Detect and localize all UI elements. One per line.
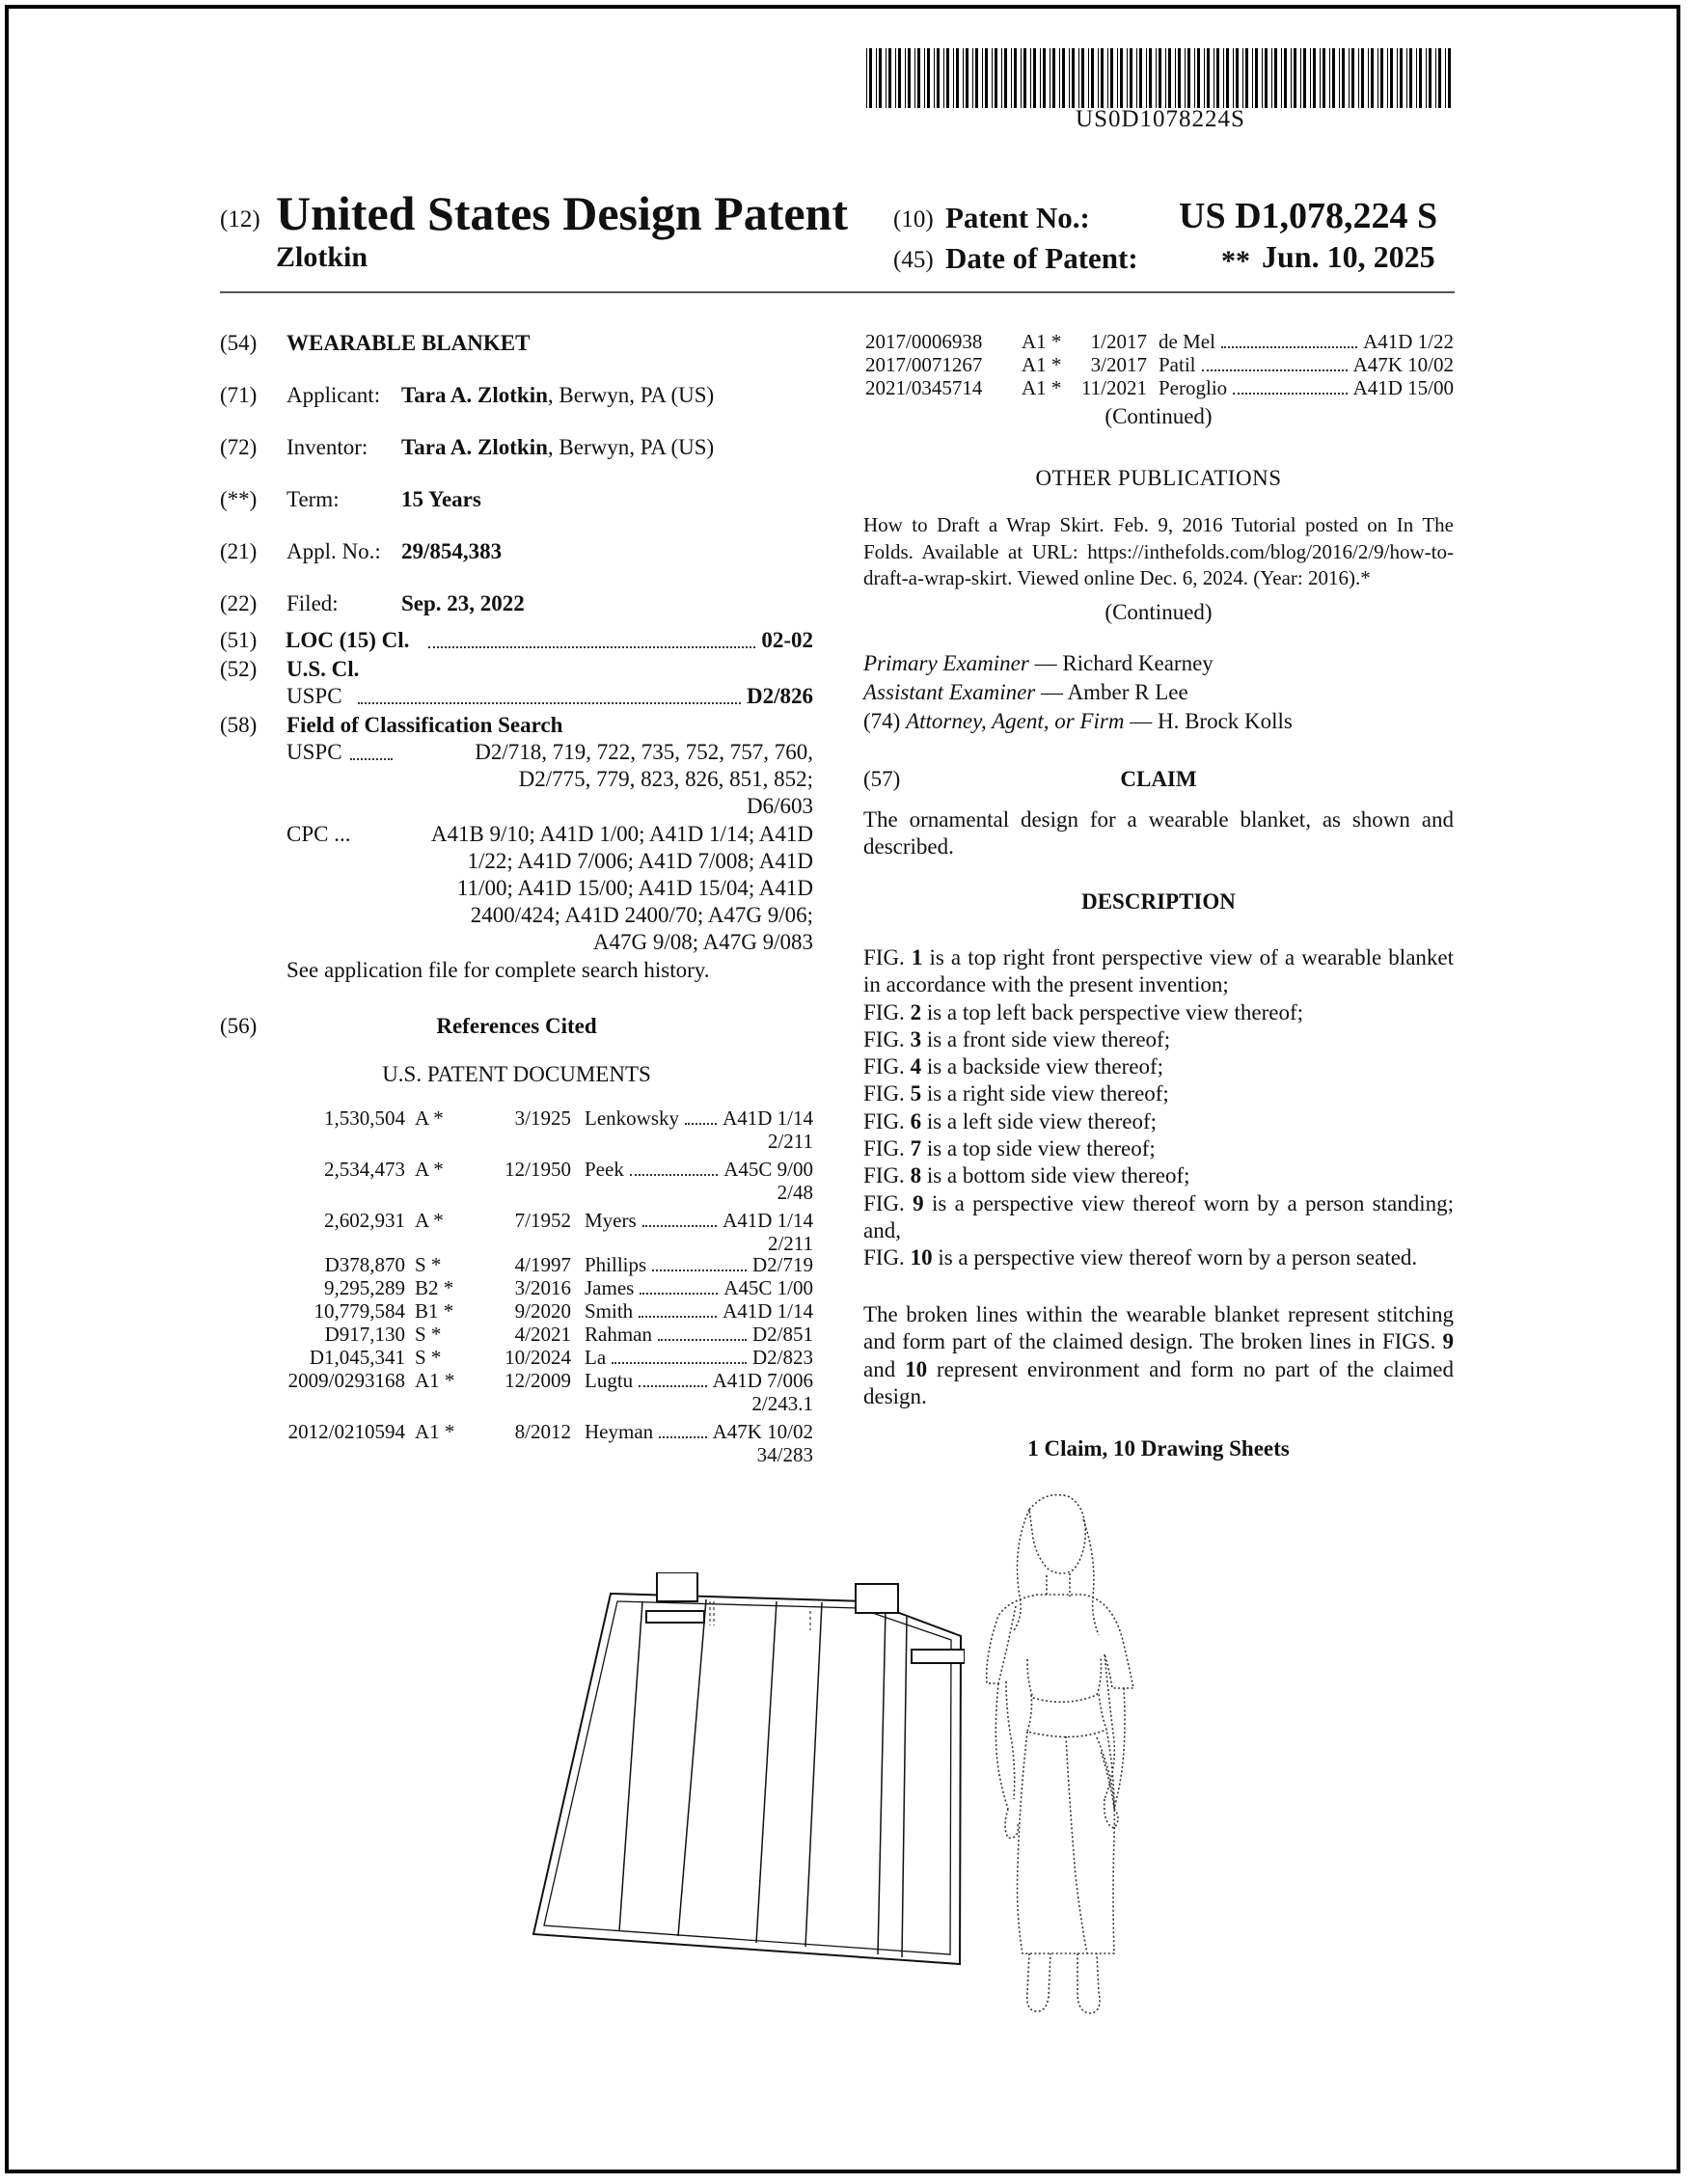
reference-row: 2009/0293168 A1 * 12/2009 Lugtu A41D 7/006 2/243.1 <box>287 1369 813 1415</box>
primary-examiner: Primary Examiner — Richard Kearney <box>863 651 1214 675</box>
patent-date: Jun. 10, 2025 <box>1262 239 1435 274</box>
us-class: D2/826 <box>747 684 813 708</box>
person-drawing <box>969 1490 1172 2031</box>
barcode <box>866 48 1455 108</box>
figure-descriptions <box>863 944 1454 1272</box>
reference-row: 2017/0006938 A1 * 1/2017 de Mel A41D 1/22 <box>865 330 1454 353</box>
figure-description: FIG. 8 is a bottom side view thereof; <box>863 1163 1190 1188</box>
patent-title: United States Design Patent <box>276 186 849 240</box>
header-rule <box>220 291 1455 293</box>
title-field: WEARABLE BLANKET <box>286 331 531 355</box>
figure-description: FIG. 10 is a perspective view thereof worn by a person seated. <box>863 1245 1418 1270</box>
claim-title: CLAIM <box>1120 767 1197 791</box>
reference-row: 2012/0210594 A1 * 8/2012 Heyman A47K 10/02 34/283 <box>287 1420 813 1466</box>
blanket-drawing <box>521 1572 965 1987</box>
date-mark: ** <box>1221 245 1250 277</box>
search-history-note: See application file for complete search history. <box>286 958 710 982</box>
claim-code: (57) <box>863 767 901 791</box>
figure-description: FIG. 6 is a left side view thereof; <box>863 1108 1158 1133</box>
claims-summary: 1 Claim, 10 Drawing Sheets <box>1027 1436 1290 1461</box>
reference-row: 2017/0071267 A1 * 3/2017 Patil A47K 10/02 <box>865 353 1454 376</box>
inventor-surname: Zlotkin <box>276 241 368 273</box>
broken-lines-statement: The broken lines within the wearable blanket represent stitching and form part of the claimed design. The broken lines in FIGS. 9 and 10 represent environment and form no part of the claimed design. <box>863 1302 1454 1408</box>
figure-description: FIG. 3 is a front side view thereof; <box>863 1026 1171 1051</box>
figure-description: FIG. 1 is a top right front perspective view of a wearable blanket in accordance with the present invention; <box>863 945 1455 997</box>
reference-row: 2,602,931 A * 7/1952 Myers A41D 1/14 2/211 <box>324 1209 813 1255</box>
applicant-name: Tara A. Zlotkin <box>401 383 548 407</box>
us-patent-documents-title: U.S. PATENT DOCUMENTS <box>382 1062 651 1086</box>
inventor-name: Tara A. Zlotkin <box>401 435 548 459</box>
other-publications-text: How to Draft a Wrap Skirt. Feb. 9, 2016 Tutorial posted on In The Folds. Available at URL: https://inthefolds.com/blog/2016/2/9/how-to-draft-a-wrap-skirt. Viewed online Dec. 6, 2024. (Year: 2016).* <box>863 513 1454 589</box>
reference-row: D1,045,341 S * 10/2024 La D2/823 <box>309 1346 813 1369</box>
reference-row: 2,534,473 A * 12/1950 Peek A45C 9/00 2/48 <box>324 1158 813 1204</box>
reference-row: 1,530,504 A * 3/1925 Lenkowsky A41D 1/14 2/211 <box>324 1106 813 1153</box>
reference-row: 10,779,584 B1 * 9/2020 Smith A41D 1/14 <box>314 1299 813 1323</box>
figure-description: FIG. 2 is a top left back perspective view thereof; <box>863 999 1304 1024</box>
patent-number: US D1,078,224 S <box>1179 196 1438 236</box>
continued-1: (Continued) <box>1105 404 1213 428</box>
other-publications-title: OTHER PUBLICATIONS <box>1035 466 1282 490</box>
figure-description: FIG. 9 is a perspective view thereof worn by a person standing; and, <box>863 1190 1454 1242</box>
reference-row: D378,870 S * 4/1997 Phillips D2/719 <box>324 1253 813 1276</box>
references-cited-title: References Cited <box>436 1014 597 1038</box>
attorney: (74) Attorney, Agent, or Firm — H. Brock Kolls <box>863 709 1293 733</box>
reference-row: D917,130 S * 4/2021 Rahman D2/851 <box>324 1323 813 1346</box>
assistant-examiner: Assistant Examiner — Amber R Lee <box>863 680 1188 704</box>
figure-description: FIG. 5 is a right side view thereof; <box>863 1081 1169 1106</box>
code-45: (45) <box>893 247 934 273</box>
date-label: Date of Patent: <box>945 241 1138 275</box>
description-title: DESCRIPTION <box>1081 889 1236 914</box>
figure-description: FIG. 4 is a backside view thereof; <box>863 1054 1164 1079</box>
loc-class: 02-02 <box>761 628 813 652</box>
patent-no-label: Patent No.: <box>945 201 1090 234</box>
filed-date: Sep. 23, 2022 <box>401 591 525 615</box>
code-12: (12) <box>220 206 260 232</box>
claim-text: The ornamental design for a wearable blanket, as shown and described. <box>863 807 1454 860</box>
continued-2: (Continued) <box>1105 600 1213 624</box>
reference-row: 2021/0345714 A1 * 11/2021 Peroglio A41D 15/00 <box>865 376 1454 399</box>
reference-row: 9,295,289 B2 * 3/2016 James A45C 1/00 <box>324 1276 813 1299</box>
barcode-text: US0D1078224S <box>1076 106 1245 132</box>
term-value: 15 Years <box>401 487 481 511</box>
figure-description: FIG. 7 is a top side view thereof; <box>863 1136 1156 1161</box>
code-10: (10) <box>893 206 934 232</box>
appl-no: 29/854,383 <box>401 539 503 563</box>
